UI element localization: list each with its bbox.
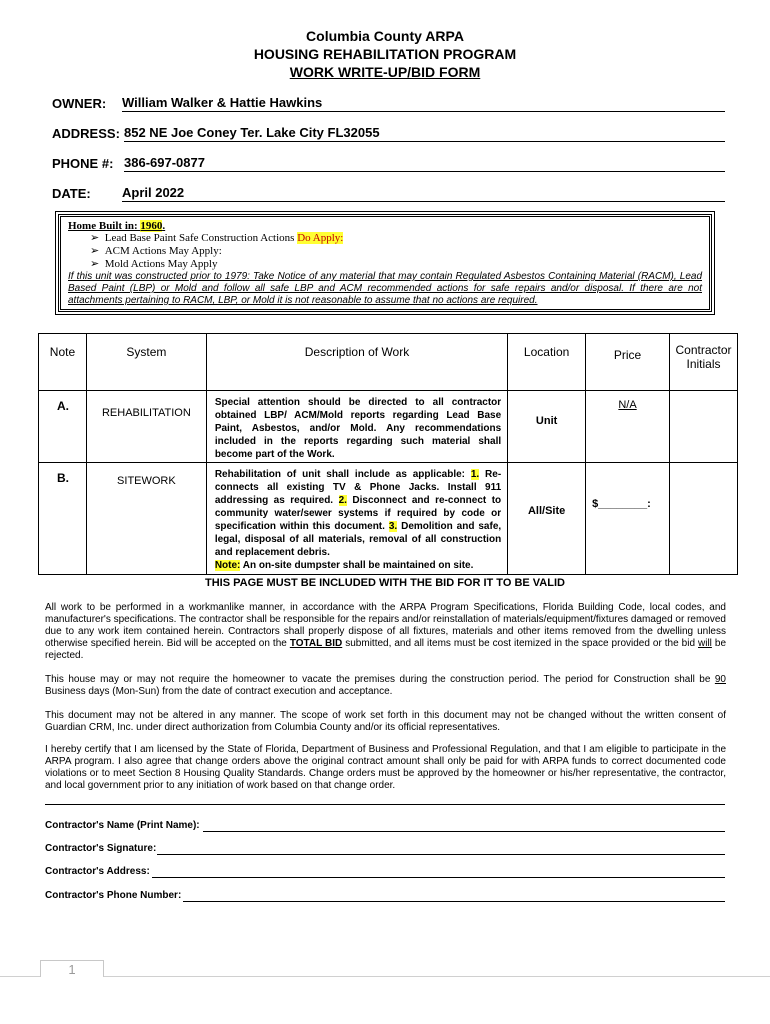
phone-label: PHONE #: [52,156,114,171]
p1-text-b: submitted, and all items must be cost itemized in the space provided or the bid [342,638,698,649]
contractor-phone-field[interactable] [183,900,725,902]
row-a-description: Special attention should be directed to all contractor obtained LBP/ ACM/Mold reports regarding Lead Base Paint, Asbestos, and/or Mold. Any recommendations included in the reports regarding such material shall become part of the Work. [206,391,507,463]
row-b-desc-part2: Re-connects all existing TV & Phone Jacks. Install 911 addressing as required. [214,469,502,506]
row-b-num2: 2. [338,495,347,506]
owner-field[interactable] [122,95,725,112]
row-a-price[interactable]: N/A [586,391,670,463]
p1-will: will [698,638,712,649]
date-value: April 2022 [122,185,185,200]
header-description: Description of Work [206,334,507,391]
row-b-system: SITEWORK [86,463,206,575]
arrow-bullet-icon: ➢ [90,232,100,244]
lbp-actions-item [68,232,702,245]
home-built-line [68,220,702,232]
acm-actions-text: ACM Actions May Apply: [104,245,222,257]
row-a-location: Unit [508,391,586,463]
header-price: Price [586,334,670,391]
arrow-bullet-icon: ➢ [90,245,100,257]
p1-text-c: be rejected. [45,638,727,661]
header-system: System [86,334,206,391]
header-line-program: HOUSING REHABILITATION PROGRAM [253,46,517,62]
row-b-location: All/Site [508,463,586,575]
row-a-initials[interactable] [670,391,738,463]
header-location: Location [508,334,586,391]
work-items-table [38,333,738,575]
contractor-address-label: Contractor's Address: [45,866,150,877]
row-b-description [206,463,507,575]
mold-actions-text: Mold Actions May Apply [104,258,218,270]
terms-paragraph-3: This document may not be altered in any manner. The scope of work set forth in this document may not be changed without the written consent of Guardian CRM, Inc. under direct authorization from Columbia County and/or its official representatives. [45,710,726,733]
table-header-row [39,334,738,391]
p2-days: 90 [714,674,726,685]
contractor-signature-label: Contractor's Signature: [45,843,157,854]
terms-paragraph-2 [45,674,726,698]
table-row [39,463,738,575]
lbp-actions-text: Lead Base Paint Safe Construction Actions [104,232,298,244]
p1-text-a: All work to be performed in a workmanlike manner, in accordance with the ARPA Program Specifications, Florida Building Code, local codes, and manufacturer's specifications. The contractor shall be responsible for the repairs and/or reinstallation of materials/equipment/fixtures damaged or removed due to any work item contained herein. Contractors shall properly dispose of all fixtures, materials and other items removed from the dwelling unless otherwise specified herein. Bid will be accepted on the [45,602,726,649]
header-line-county: Columbia County ARPA [306,28,464,44]
row-b-num1: 1. [470,469,480,480]
footer-rule [0,976,770,977]
header-line-form-title: WORK WRITE-UP/BID FORM [289,64,481,80]
row-b-desc-part4: Demolition and safe, legal, disposal of all materials, removal of all construction and replacement debris. [214,521,502,558]
owner-value: William Walker & Hattie Hawkins [122,95,323,110]
phone-value: 386-697-0877 [124,155,205,170]
p1-total-bid: TOTAL BID [289,638,343,649]
p2-text-b: Business days (Mon-Sun) from the date of contract execution and acceptance. [45,686,393,697]
home-built-label: Home Built in: [68,220,141,232]
contractor-phone-label: Contractor's Phone Number: [45,890,182,901]
contractor-name-field[interactable] [203,830,725,832]
phone-field[interactable] [124,155,725,172]
p2-text-a: This house may or may not require the homeowner to vacate the premises during the construction period. The period for Construction shall be [45,674,715,685]
page-number: 1 [68,962,76,977]
row-b-initials[interactable] [670,463,738,575]
pre-1979-warning: If this unit was constructed prior to 1979: Take Notice of any material that may contain Regulated Asbestos Containing Material (RACM), Lead Based Paint (LBP) or Mold and follow all safe LBP and ACM recommended actions for safe repairs and/or disposal. If there are not attachments pertaining to RACM, LBP, or Mold it is not reasonable to assume that no actions are required. [68,271,702,306]
row-b-desc-part3: Disconnect and re-connect to community water/sewer systems if required by code or specification within this document. [214,495,502,532]
home-built-suffix: . [162,220,166,232]
row-b-note-text: An on-site dumpster shall be maintained on site. [240,560,474,571]
date-label: DATE: [52,186,91,201]
header-contractor-initials: Contractor Initials [670,334,738,391]
lbp-apply-highlight: Do Apply: [297,232,344,244]
address-value: 852 NE Joe Coney Ter. Lake City FL32055 [124,125,380,140]
home-built-year: 1960 [140,220,163,232]
row-b-note: B. [39,463,87,575]
terms-paragraph-1 [45,602,726,662]
row-a-system: REHABILITATION [86,391,206,463]
row-b-price[interactable]: $________: [586,463,670,575]
table-row [39,391,738,463]
owner-label: OWNER: [52,96,107,111]
home-built-notice [58,214,712,312]
row-b-num3: 3. [388,521,398,532]
address-label: ADDRESS: [52,126,120,141]
header-note: Note [39,334,87,391]
row-b-note-label: Note: [214,560,241,571]
contractor-address-field[interactable] [152,876,725,878]
contractor-name-label: Contractor's Name (Print Name): [45,820,200,831]
contractor-signature-field[interactable] [157,853,725,855]
arrow-bullet-icon: ➢ [90,258,100,270]
acm-actions-item [68,245,702,258]
validity-banner: THIS PAGE MUST BE INCLUDED WITH THE BID FOR IT TO BE VALID [205,577,565,589]
signature-separator [45,804,725,805]
date-field[interactable] [122,185,725,202]
terms-paragraph-4: I hereby certify that I am licensed by the State of Florida, Department of Business and Professional Regulation, and that I am eligible to participate in the ARPA program. I also agree that change orders above the original contract amount shall only be paid for with ARPA funds to correct documented code violations or to meet Section 8 Housing Quality Standards. Change orders must be approved by the homeowner or his/her representative, the contractor, and local government prior to any initiation of work based on that change order. [45,744,726,791]
address-field[interactable] [124,125,725,142]
row-a-note: A. [39,391,87,463]
mold-actions-item [68,258,702,271]
row-b-desc-part1: Rehabilitation of unit shall include as applicable: [214,469,471,480]
